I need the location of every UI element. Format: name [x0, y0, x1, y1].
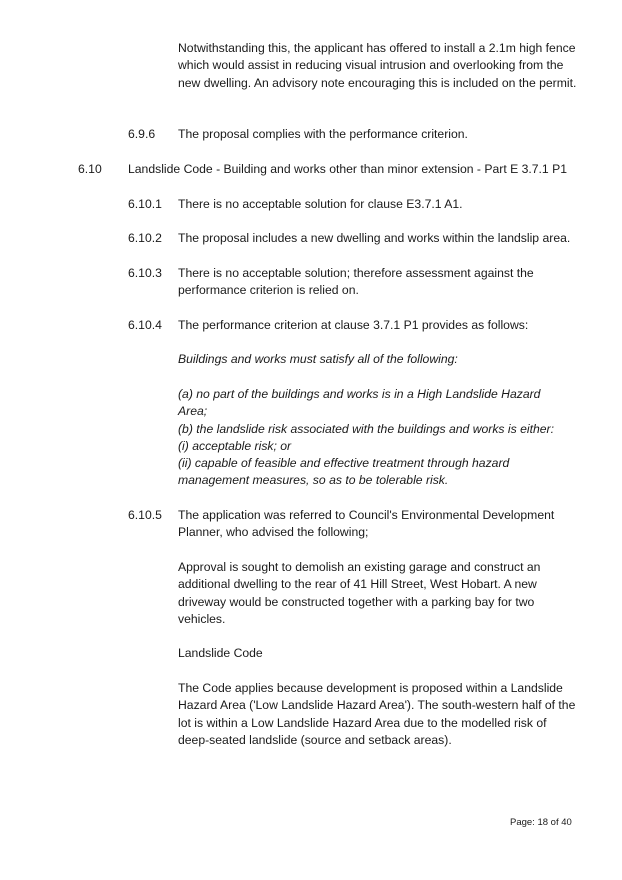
clause-text: The performance criterion at clause 3.7.1 P1 provides as follows: — [178, 318, 529, 332]
clause-text: There is no acceptable solution for clause E3.7.1 A1. — [178, 197, 463, 211]
section-title: Landslide Code - Building and works other than minor extension - Part E 3.7.1 P1 — [128, 162, 567, 176]
clause-text: The proposal includes a new dwelling and works within the landslip area. — [178, 231, 571, 245]
clause-number: 6.10.5 — [128, 508, 162, 522]
quote-item-a: (a) no part of the buildings and works is in a High Landslide Hazard Area; — [178, 387, 541, 419]
quote-lead: Buildings and works must satisfy all of the following: — [178, 352, 458, 366]
intro-paragraph: Notwithstanding this, the applicant has offered to install a 2.1m high fence which would assist in reducing visual intrusion and overlooking from the new dwelling. An advisory note encouraging this is included on the permit. — [178, 41, 577, 90]
page-number: Page: 18 of 40 — [510, 817, 572, 828]
quote-item-ii: (ii) capable of feasible and effective treatment through hazard management measures, so as to be tolerable risk. — [178, 456, 510, 488]
advice-paragraph-1: Approval is sought to demolish an existing garage and construct an additional dwelling to the rear of 41 Hill Street, West Hobart. A new driveway would be constructed together with a parking bay for two vehicles. — [178, 560, 541, 627]
advice-paragraph-2: The Code applies because development is proposed within a Landslide Hazard Area ('Low Landslide Hazard Area'). The south-western half of the lot is within a Low Landslide Hazard Area due to the modelled risk of deep-seated landslide (source and setback areas). — [178, 681, 576, 748]
clause-number: 6.10.1 — [128, 197, 162, 211]
clause-number: 6.9.6 — [128, 127, 156, 141]
clause-text: There is no acceptable solution; therefore assessment against the performance criterion is relied on. — [178, 266, 534, 298]
clause-number: 6.10.2 — [128, 231, 162, 245]
clause-number: 6.10.3 — [128, 266, 162, 280]
section-number: 6.10 — [78, 162, 102, 176]
quote-item-i: (i) acceptable risk; or — [178, 439, 292, 453]
clause-text: The application was referred to Council's Environmental Development Planner, who advised the following; — [178, 508, 555, 540]
clause-number: 6.10.4 — [128, 318, 162, 332]
quote-item-b: (b) the landslide risk associated with the buildings and works is either: — [178, 422, 554, 436]
clause-text: The proposal complies with the performance criterion. — [178, 127, 468, 141]
advice-heading: Landslide Code — [178, 646, 263, 660]
